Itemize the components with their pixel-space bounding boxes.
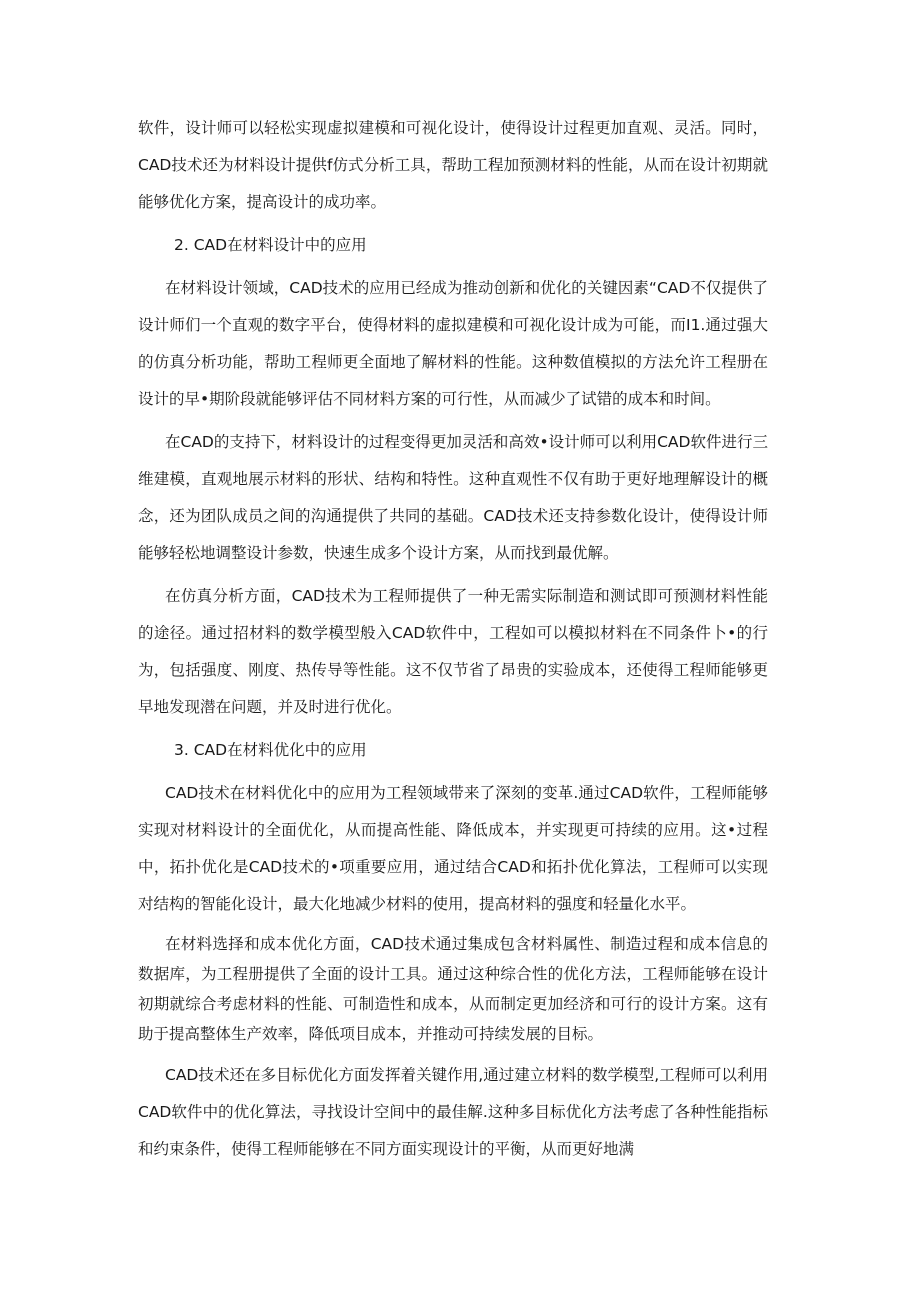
paragraph-intro-continued: 软件，设计师可以轻松实现虚拟建模和可视化设计，使得设计过程更加直观、灵活。同时，CAD技术还为材料设计提供f仿式分析工具，帮助工程加预测材料的性能，从而在设计初期就能够优化方案，提高设计的成功率。 bbox=[138, 119, 768, 211]
section-heading-3: 3. CAD在材料优化中的应用 bbox=[174, 741, 367, 759]
section-heading-2: 2. CAD在材料设计中的应用 bbox=[174, 236, 367, 254]
paragraph-optimization-1: CAD技术在材料优化中的应用为工程领域带来了深刻的变革.通过CAD软件，工程师能够实现对材料设计的全面优化，从而提高性能、降低成本，并实现更可持续的应用。这•过程中，拓扑优化是CAD技术的•项重要应用，通过结合CAD和拓扑优化算法，工程师可以实现对结构的智能化设计，最大化地减少材料的使用，提高材料的强度和轻量化水平。 bbox=[138, 784, 768, 913]
paragraph-material-design-1: 在材料设计领域，CAD技术的应用已经成为推动创新和优化的关键因素“CAD不仅提供了设计师们一个直观的数字平台，使得材料的虚拟建模和可视化设计成为可能，而I1.通过强大的仿真分析功能，帮助工程师更全面地了解材料的性能。这种数值模拟的方法允许工程册在设计的早•期阶段就能够评估不同材料方案的可行性，从而减少了试错的成本和时间。 bbox=[138, 279, 768, 408]
paragraph-multi-objective: CAD技术还在多目标优化方面发挥着关键作用,通过建立材料的数学模型,工程师可以利用CAD软件中的优化算法，寻找设计空间中的最佳解.这种多目标优化方法考虑了各种性能指标和约束条件，使得工程师能够在不同方面实现设计的平衡，从而更好地满 bbox=[138, 1066, 768, 1158]
paragraph-simulation: 在仿真分析方面，CAD技术为工程师提供了一种无需实际制造和测试即可预测材料性能的途径。通过招材料的数学模型般入CAD软件中，工程如可以模拟材料在不同条件卜•的行为，包括强度、刚度、热传导等性能。这不仅节省了昂贵的实验成本，还使得工程师能够更早地发现潜在问题，并及时进行优化。 bbox=[138, 587, 768, 716]
paragraph-material-design-2: 在CAD的支持下，材料设计的过程变得更加灵活和高效•设计师可以利用CAD软件进行三维建模，直观地展示材料的形状、结构和特性。这种直观性不仅有助于更好地理解设计的概念，还为团队成员之间的沟通提供了共同的基础。CAD技术还支持参数化设计，使得设计师能够轻松地调整设计参数，快速生成多个设计方案，从而找到最优解。 bbox=[138, 433, 768, 562]
document-page bbox=[138, 110, 768, 1174]
paragraph-cost-optimization: 在材料选择和成本优化方面，CAD技术通过集成包含材料属性、制造过程和成本信息的数据库，为工程册提供了全面的设计工具。通过这种综合性的优化方法，工程师能够在设计初期就综合考虑材料的性能、可制造性和成本，从而制定更加经济和可行的设计方案。这有助于提高整体生产效率，降低项目成本，并推动可持续发展的目标。 bbox=[138, 935, 768, 1043]
